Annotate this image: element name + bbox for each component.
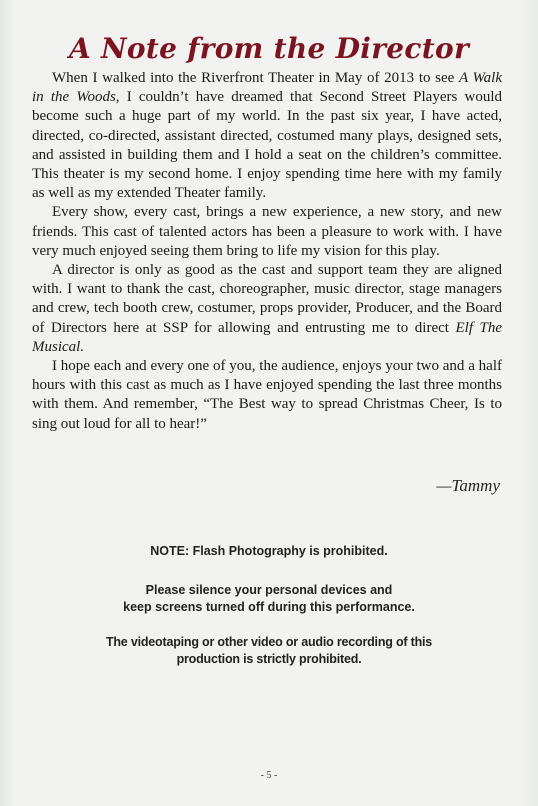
paragraph-1-lead: When I walked into the Riverfront Theater in May of 2013 to see bbox=[52, 70, 459, 86]
paragraph-3 bbox=[32, 261, 502, 357]
flash-photography-notice: NOTE: Flash Photography is prohibited. bbox=[150, 544, 388, 558]
recording-notice-line-2: production is strictly prohibited. bbox=[176, 652, 362, 666]
silence-notice-line-2: keep screens turned off during this performance. bbox=[123, 600, 415, 614]
paragraph-1 bbox=[32, 69, 502, 203]
play-title-elf: Elf The Musical. bbox=[32, 319, 503, 355]
director-note-body bbox=[32, 69, 502, 434]
play-title-walk-in-the-woods: A Walk in the Woods, bbox=[32, 70, 502, 106]
director-signature: —Tammy bbox=[436, 476, 500, 495]
recording-prohibited-notice bbox=[0, 634, 538, 668]
silence-notice-line-1: Please silence your personal devices and bbox=[145, 583, 393, 597]
paragraph-4: I hope each and every one of you, the audience, enjoys your two and a half hours with this cast as much as I have enjoyed spending the last three months with them. And remember, “The Best way to spread Christmas Cheer, Is to sing out loud for all to hear!” bbox=[32, 358, 502, 432]
page-number: - 5 - bbox=[260, 770, 278, 781]
page-title: A Note from the Director bbox=[68, 32, 470, 65]
paragraph-2: Every show, every cast, brings a new experience, a new story, and new friends. This cast of talented actors has been a pleasure to work with. I have very much enjoyed seeing them bring to life my vision for this play. bbox=[32, 204, 502, 259]
recording-notice-line-1: The videotaping or other video or audio recording of this bbox=[105, 635, 433, 649]
paragraph-1-rest: I couldn’t have dreamed that Second Street Players would become such a huge part of my world. In the past six year, I have acted, directed, co-directed, assistant directed, costumed many plays, designed sets, and assisted in building them and I hold a seat on the children’s committee. This theater is my second home. I enjoy spending time here with my family as well as my extended Theater family. bbox=[32, 89, 502, 202]
silence-devices-notice bbox=[0, 582, 538, 616]
paragraph-3-lead: A director is only as good as the cast and support team they are aligned with. I want to thank the cast, choreographer, music director, stage managers and crew, tech booth crew, costumer, props provider, Producer, and the Board of Directors here at SSP for allowing and entrusting me to direct bbox=[32, 262, 502, 336]
